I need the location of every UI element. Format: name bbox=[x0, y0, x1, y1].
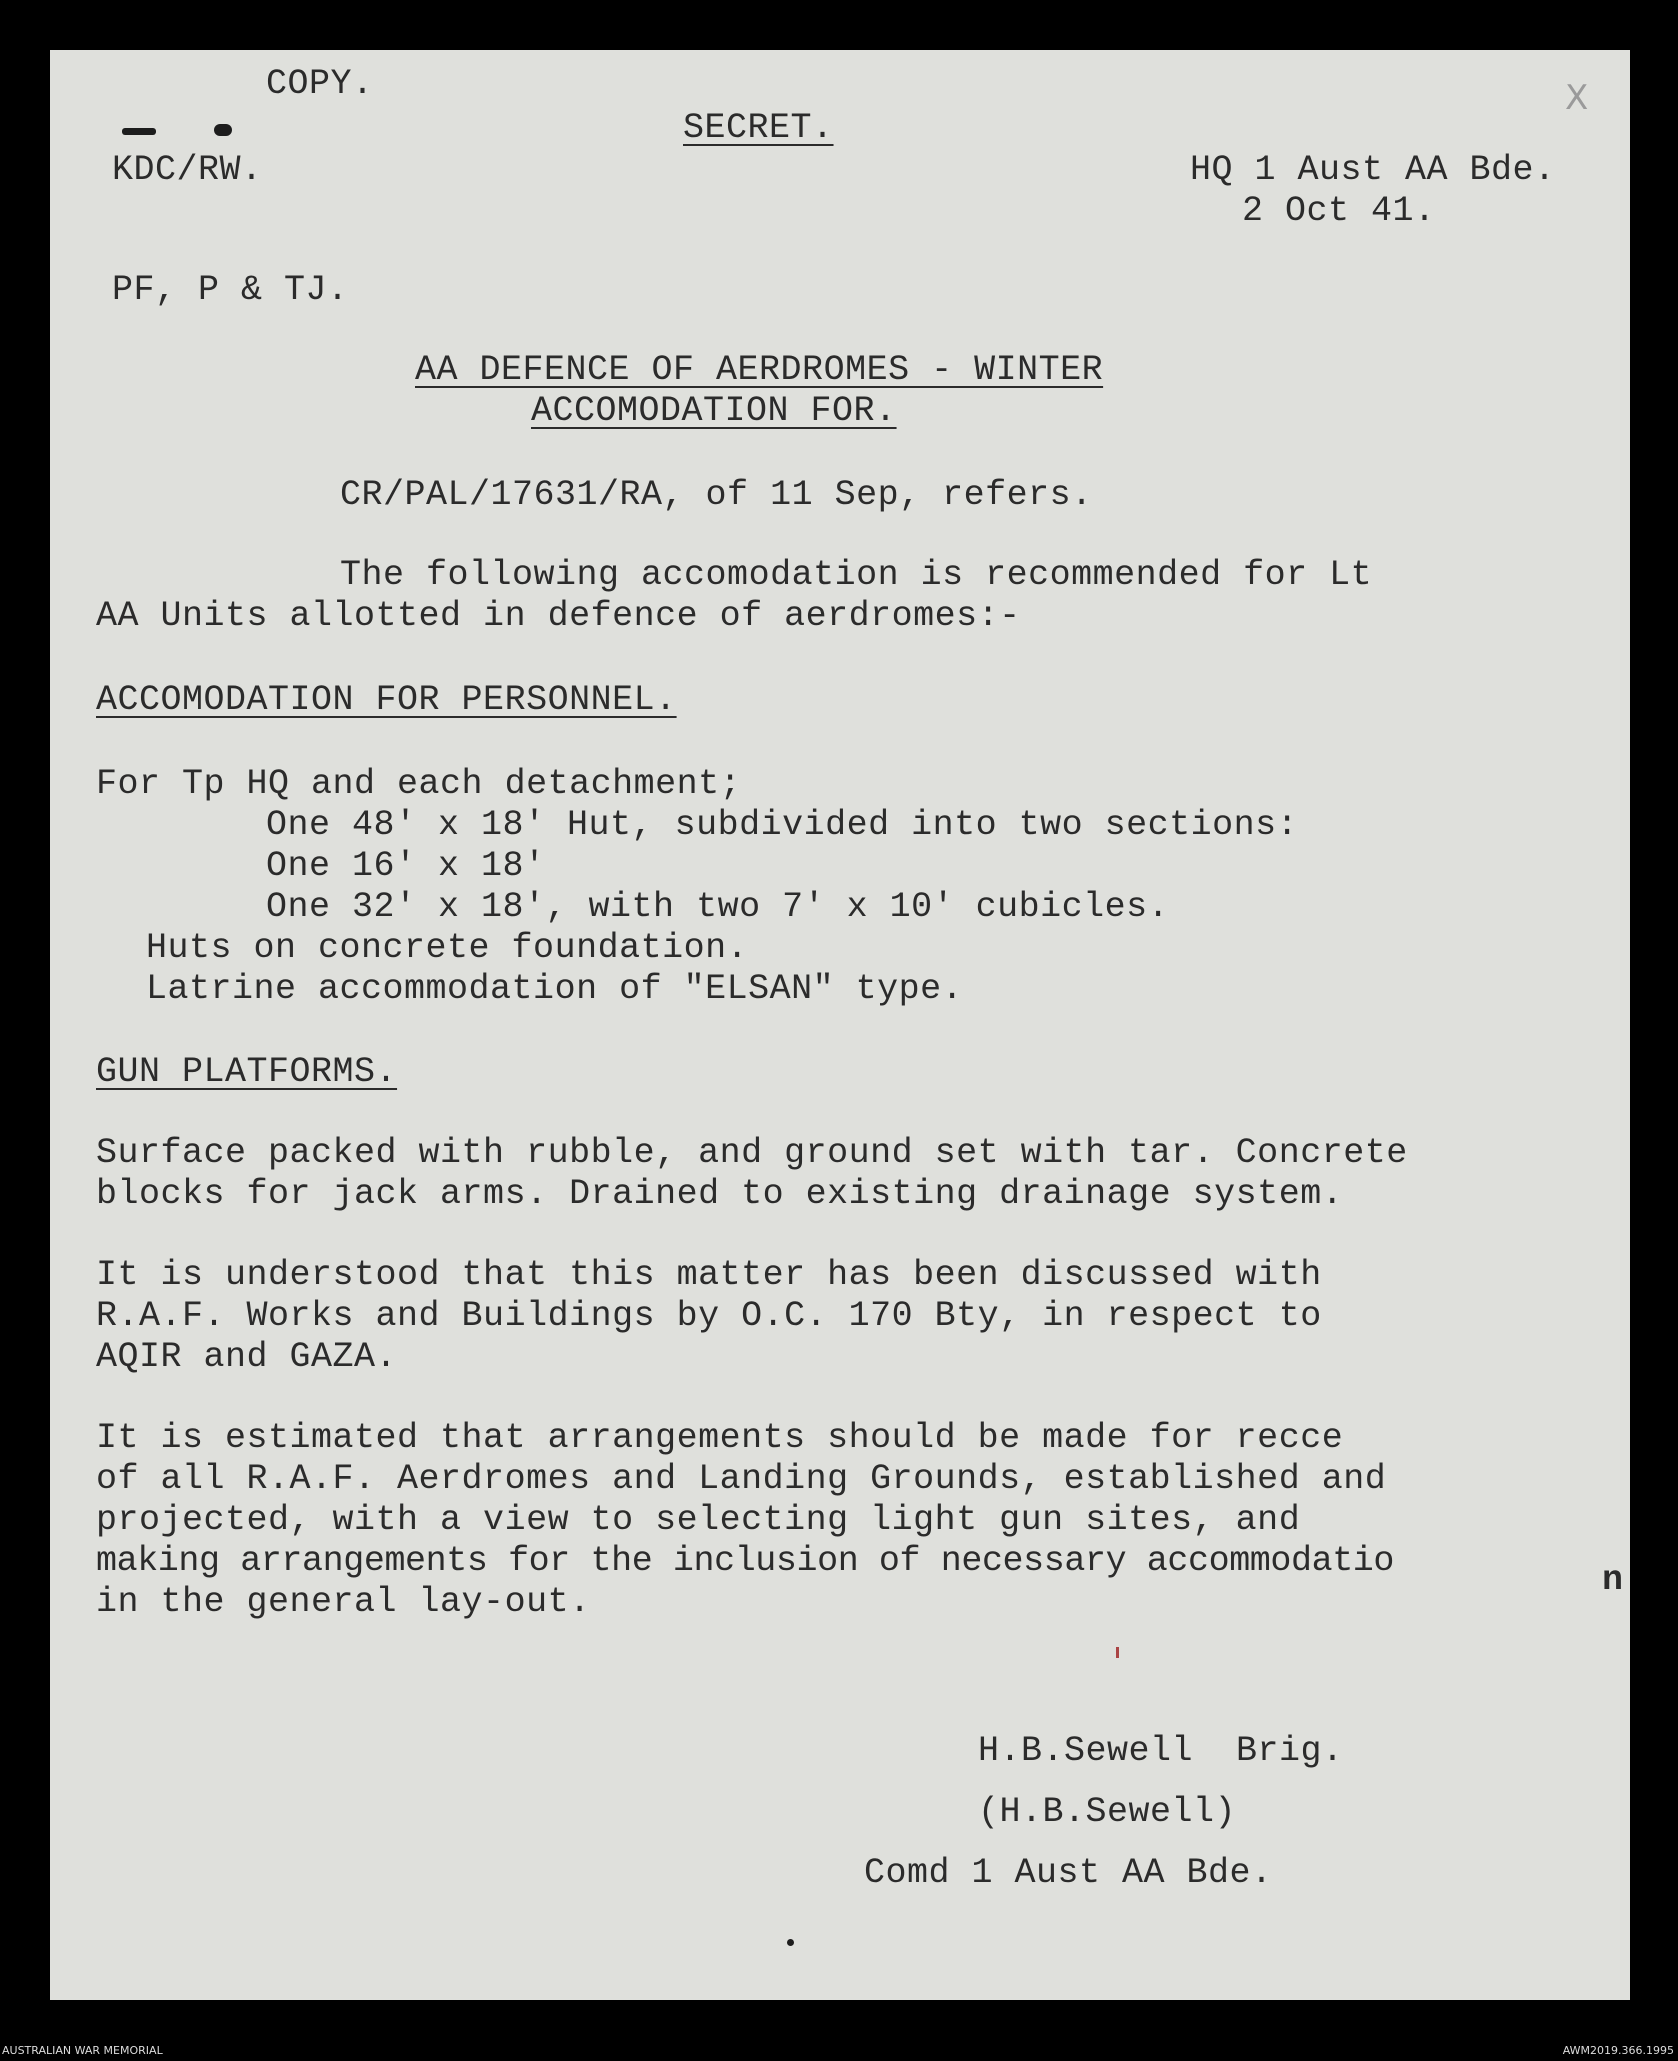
ink-dot bbox=[787, 1939, 794, 1946]
intro-line-2: AA Units allotted in defence of aerdromes:- bbox=[96, 596, 1021, 636]
addressee: PF, P & TJ. bbox=[112, 270, 349, 310]
understood-line: AQIR and GAZA. bbox=[96, 1337, 398, 1377]
ink-smudge bbox=[122, 128, 156, 135]
personnel-line: One 48' x 18' Hut, subdivided into two sections: bbox=[266, 805, 1299, 845]
personnel-line: For Tp HQ and each detachment; bbox=[96, 764, 742, 804]
understood-line: It is understood that this matter has been discussed with bbox=[96, 1255, 1322, 1295]
reference-line: CR/PAL/17631/RA, of 11 Sep, refers. bbox=[340, 475, 1093, 515]
estimated-line: making arrangements for the inclusion of necessary accommodatio bbox=[96, 1541, 1395, 1581]
section-heading-gun-platforms: GUN PLATFORMS. bbox=[96, 1052, 398, 1092]
section-heading-personnel: ACCOMODATION FOR PERSONNEL. bbox=[96, 680, 677, 720]
subject-line-1: AA DEFENCE OF AERDROMES - WINTER bbox=[415, 350, 1104, 390]
document-date: 2 Oct 41. bbox=[1242, 191, 1436, 231]
red-ink-mark bbox=[1116, 1647, 1119, 1658]
personnel-line: Latrine accommodation of "ELSAN" type. bbox=[146, 969, 964, 1009]
reference-code: KDC/RW. bbox=[112, 150, 263, 190]
estimated-line: projected, with a view to selecting light gun sites, and bbox=[96, 1500, 1301, 1540]
footer-accession: AWM2019.366.1995 bbox=[1562, 2044, 1674, 2057]
gun-platforms-line: Surface packed with rubble, and ground set with tar. Concrete bbox=[96, 1133, 1408, 1173]
estimated-line: of all R.A.F. Aerdromes and Landing Grounds, established and bbox=[96, 1459, 1387, 1499]
intro-line-1: The following accomodation is recommended for Lt bbox=[340, 555, 1373, 595]
footer-source: AUSTRALIAN WAR MEMORIAL bbox=[2, 2044, 163, 2057]
estimated-line: It is estimated that arrangements should be made for recce bbox=[96, 1418, 1344, 1458]
ink-smudge bbox=[214, 124, 232, 136]
subject-line-2: ACCOMODATION FOR. bbox=[531, 391, 897, 431]
secret-classification: SECRET. bbox=[683, 108, 834, 148]
document-page bbox=[50, 50, 1630, 2000]
hq-name: HQ 1 Aust AA Bde. bbox=[1190, 150, 1556, 190]
signature-title: Comd 1 Aust AA Bde. bbox=[864, 1853, 1273, 1893]
personnel-line: Huts on concrete foundation. bbox=[146, 928, 749, 968]
copy-label: COPY. bbox=[266, 64, 374, 104]
personnel-line: One 16' x 18' bbox=[266, 846, 546, 886]
signature-typed-name: (H.B.Sewell) bbox=[978, 1792, 1237, 1832]
personnel-line: One 32' x 18', with two 7' x 10' cubicles. bbox=[266, 887, 1170, 927]
gun-platforms-line: blocks for jack arms. Drained to existing drainage system. bbox=[96, 1174, 1344, 1214]
overflow-letter: n bbox=[1602, 1560, 1624, 1600]
understood-line: R.A.F. Works and Buildings by O.C. 170 Bty, in respect to bbox=[96, 1296, 1322, 1336]
pencil-mark: X bbox=[1565, 78, 1589, 118]
signature-name: H.B.Sewell Brig. bbox=[978, 1731, 1344, 1771]
estimated-line: in the general lay-out. bbox=[96, 1582, 591, 1622]
